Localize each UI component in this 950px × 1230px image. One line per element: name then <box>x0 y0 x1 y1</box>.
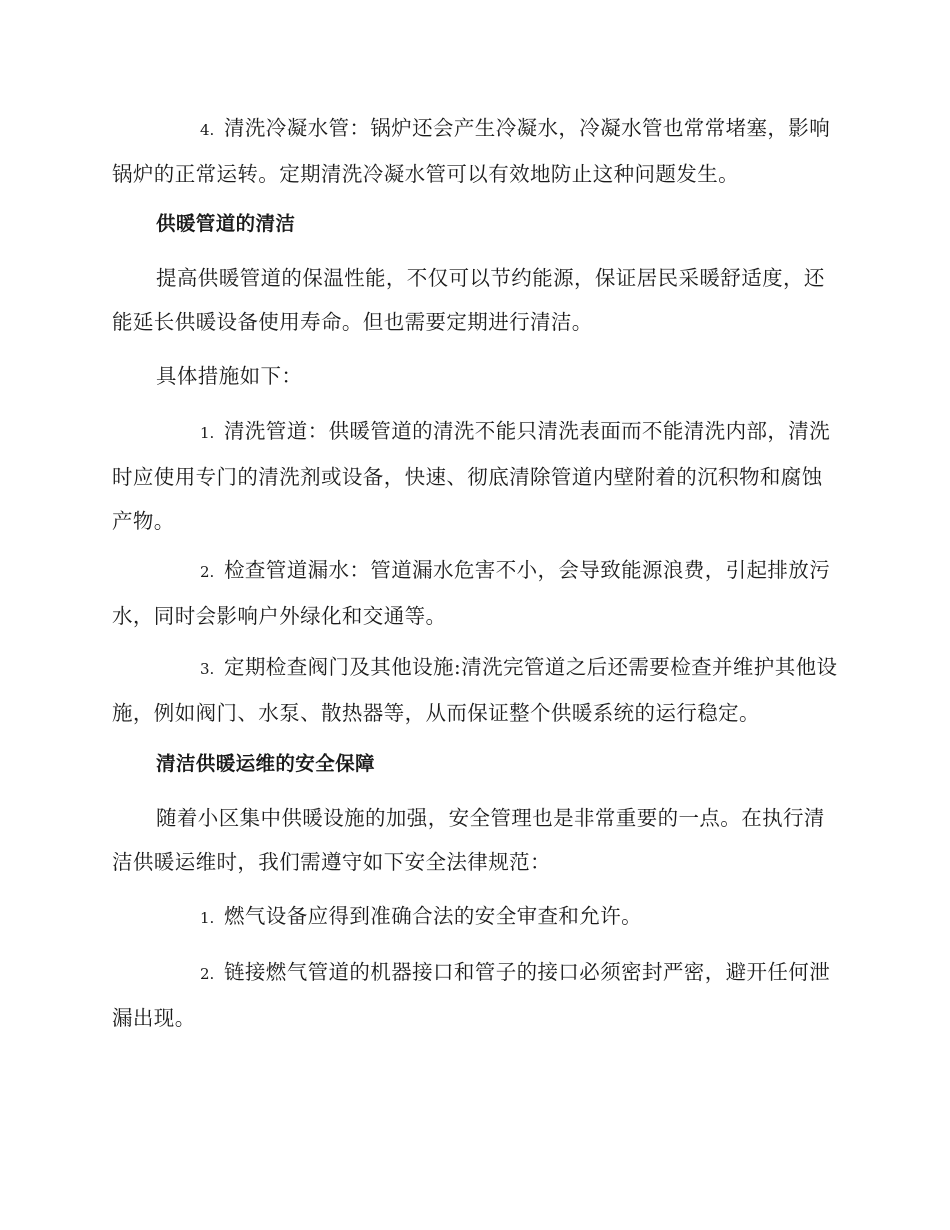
list-number: 1. <box>200 909 215 927</box>
list-item <box>112 106 840 196</box>
list-item <box>112 894 840 940</box>
list-number: 3. <box>200 660 215 678</box>
list-item <box>112 645 840 735</box>
paragraph: 随着小区集中供暖设施的加强，安全管理也是非常重要的一点。在执行清洁供暖运维时，我们需遵守如下安全法律规范： <box>112 806 825 874</box>
list-number: 4. <box>200 121 215 139</box>
list-item <box>112 548 840 638</box>
list-number: 2. <box>200 965 215 983</box>
list-item-text: 燃气设备应得到准确合法的安全审查和允许。 <box>224 904 642 928</box>
paragraph: 具体措施如下： <box>156 364 303 388</box>
list-number: 1. <box>200 424 215 442</box>
list-item-text: 清洗冷凝水管：锅炉还会产生冷凝水，冷凝水管也常常堵塞，影响锅炉的正常运转。定期清洗冷凝水管可以有效地防止这种问题发生。 <box>112 116 831 186</box>
section-heading: 清洁供暖运维的安全保障 <box>156 752 375 775</box>
list-number: 2. <box>200 563 215 581</box>
list-item-text: 检查管道漏水：管道漏水危害不小，会导致能源浪费，引起排放污水，同时会影响户外绿化和交通等。 <box>112 558 831 628</box>
section-heading: 供暖管道的清洁 <box>156 212 296 235</box>
list-item-text: 清洗管道：供暖管道的清洗不能只清洗表面而不能清洗内部，清洗时应使用专门的清洗剂或设备，快速、彻底清除管道内壁附着的沉积物和腐蚀产物。 <box>112 419 831 533</box>
list-item <box>112 950 840 1040</box>
list-item <box>112 409 840 543</box>
list-item-text: 链接燃气管道的机器接口和管子的接口必须密封严密，避开任何泄漏出现。 <box>112 960 831 1030</box>
list-item-text: 定期检查阀门及其他设施:清洗完管道之后还需要检查并维护其他设施，例如阀门、水泵、散热器等，从而保证整个供暖系统的运行稳定。 <box>112 655 838 725</box>
paragraph: 提高供暖管道的保温性能，不仅可以节约能源，保证居民采暖舒适度，还能延长供暖设备使用寿命。但也需要定期进行清洁。 <box>112 266 825 334</box>
